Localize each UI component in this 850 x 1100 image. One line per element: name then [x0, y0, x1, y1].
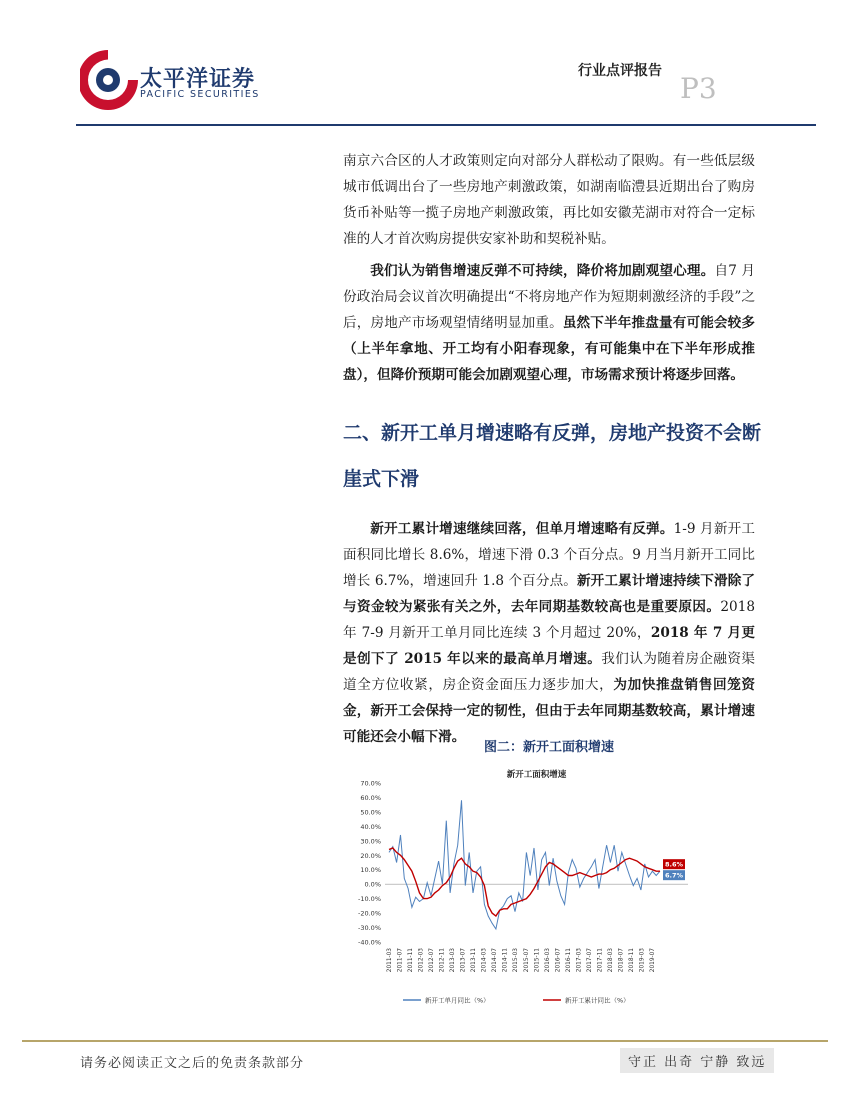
footer-divider — [22, 1040, 828, 1042]
p2-bold-2: 虽然下半年推盘量有可能会较多（上半年拿地、开工均有小阳春现象，有可能集中在下半年形成推盘），但降价预期可能会加剧观望心理，市场需求预计将逐步回落。 — [343, 315, 756, 383]
x-tick-label: 2013-11 — [471, 948, 478, 973]
y-tick-label: -20.0% — [358, 909, 381, 918]
y-tick-label: 30.0% — [360, 837, 381, 846]
p3-text-3: 我们认为随着房企融资渠道全方位收紧，房企资金面压力逐步加大， — [343, 651, 755, 693]
x-tick-label: 2019-03 — [639, 948, 646, 973]
x-tick-label: 2018-03 — [607, 948, 614, 973]
x-tick-label: 2011-07 — [397, 948, 404, 973]
x-tick-label: 2015-03 — [513, 948, 520, 973]
x-tick-label: 2012-07 — [429, 948, 436, 973]
page-prefix: P — [680, 72, 699, 105]
x-tick-label: 2012-11 — [439, 948, 446, 973]
paragraph-3 — [343, 516, 755, 750]
page-number-value: 3 — [698, 72, 717, 105]
footer-motto: 守正 出奇 宁静 致远 — [620, 1048, 774, 1073]
y-tick-label: -30.0% — [358, 924, 381, 933]
page-number — [680, 66, 717, 107]
x-tick-label: 2017-03 — [576, 948, 583, 973]
footer-disclaimer: 请务必阅读正文之后的免责条款部分 — [80, 1056, 305, 1071]
x-tick-label: 2019-07 — [650, 948, 656, 973]
x-tick-label: 2018-07 — [618, 948, 625, 973]
header-divider — [76, 124, 816, 126]
p3-text-1: 1-9 月新开工面积同比增长 8.6%，增速下滑 0.3 个百分点。9 月当月新开工同比增长 6.7%，增速回升 1.8 个百分点。 — [343, 521, 756, 589]
p2-bold-1: 我们认为销售增速反弹不可持续，降价将加剧观望心理。 — [370, 263, 715, 279]
report-type-label: 行业点评报告 — [578, 63, 662, 79]
p3-bold-3: 2018 年 7 月更是创下了 2015 年以来的最高单月增速。 — [343, 625, 756, 667]
section-heading: 二、新开工单月增速略有反弹，房地产投资不会断崖式下滑 — [343, 422, 762, 490]
x-tick-label: 2013-07 — [460, 948, 467, 973]
x-tick-label: 2016-03 — [544, 948, 551, 973]
p2-text-1: 自7 月份政治局会议首次明确提出“不将房地产作为短期刺激经济的手段”之后，房地产市场观望情绪明显加重。 — [343, 263, 755, 331]
y-tick-label: 40.0% — [360, 822, 381, 831]
x-tick-label: 2011-11 — [408, 948, 415, 973]
paragraph-1: 南京六合区的人才政策则定向对部分人群松动了限购。有一些低层级城市低调出台了一些房地产刺激政策，如湖南临澧县近期出台了购房货币补贴等一揽子房地产刺激政策，再比如安徽芜湖市对符合一定标准的人才首次购房提供安家补助和契税补贴。 — [343, 153, 755, 247]
x-tick-label: 2018-11 — [628, 948, 635, 973]
x-tick-label: 2015-11 — [534, 948, 541, 973]
p3-bold-4: 为加快推盘销售回笼资金，新开工会保持一定的韧性，但由于去年同期基数较高，累计增速可能还会小幅下滑。 — [343, 677, 756, 745]
p3-bold-2: 新开工累计增速持续下滑除了与资金较为紧张有关之外，去年同期基数较高也是重要原因。 — [343, 573, 756, 615]
y-tick-label: 70.0% — [360, 779, 381, 788]
x-tick-label: 2014-11 — [502, 948, 509, 973]
paragraph-2 — [343, 258, 755, 388]
y-tick-label: -40.0% — [358, 938, 381, 947]
figure-caption: 图二：新开工面积增速 — [483, 740, 614, 755]
x-tick-label: 2013-03 — [450, 948, 457, 973]
x-tick-label: 2012-03 — [418, 948, 425, 973]
chart-title: 新开工面积增速 — [506, 770, 567, 780]
end-label-2: 6.7% — [664, 871, 684, 880]
y-tick-label: -10.0% — [358, 895, 381, 904]
p3-text-2: 2018 年 7-9 月新开工单月同比连续 3 个月超过 20%， — [343, 599, 755, 641]
x-tick-label: 2016-11 — [565, 948, 572, 973]
y-tick-label: 20.0% — [360, 851, 381, 860]
y-tick-label: 60.0% — [360, 793, 381, 802]
x-tick-label: 2014-03 — [481, 948, 488, 973]
legend-label-2: 新开工累计同比（%） — [565, 996, 630, 1005]
brand-name-cn: 太平洋证券 — [140, 67, 256, 92]
y-tick-label: 10.0% — [360, 866, 381, 875]
x-tick-label: 2015-07 — [523, 948, 530, 973]
x-tick-label: 2011-03 — [387, 948, 393, 973]
y-tick-label: 50.0% — [360, 808, 381, 817]
end-label-1: 8.6% — [664, 860, 684, 869]
new-construction-growth-chart — [343, 765, 703, 1015]
legend-label-1: 新开工单月同比（%） — [425, 996, 490, 1005]
x-tick-label: 2017-07 — [586, 948, 593, 973]
x-tick-label: 2016-07 — [555, 948, 562, 973]
x-tick-label: 2017-11 — [597, 948, 604, 973]
p3-bold-1: 新开工累计增速继续回落，但单月增速略有反弹。 — [370, 521, 674, 537]
x-tick-label: 2014-07 — [492, 948, 499, 973]
y-tick-label: 0.0% — [364, 880, 381, 889]
brand-name-en: PACIFIC SECURITIES — [140, 89, 260, 100]
